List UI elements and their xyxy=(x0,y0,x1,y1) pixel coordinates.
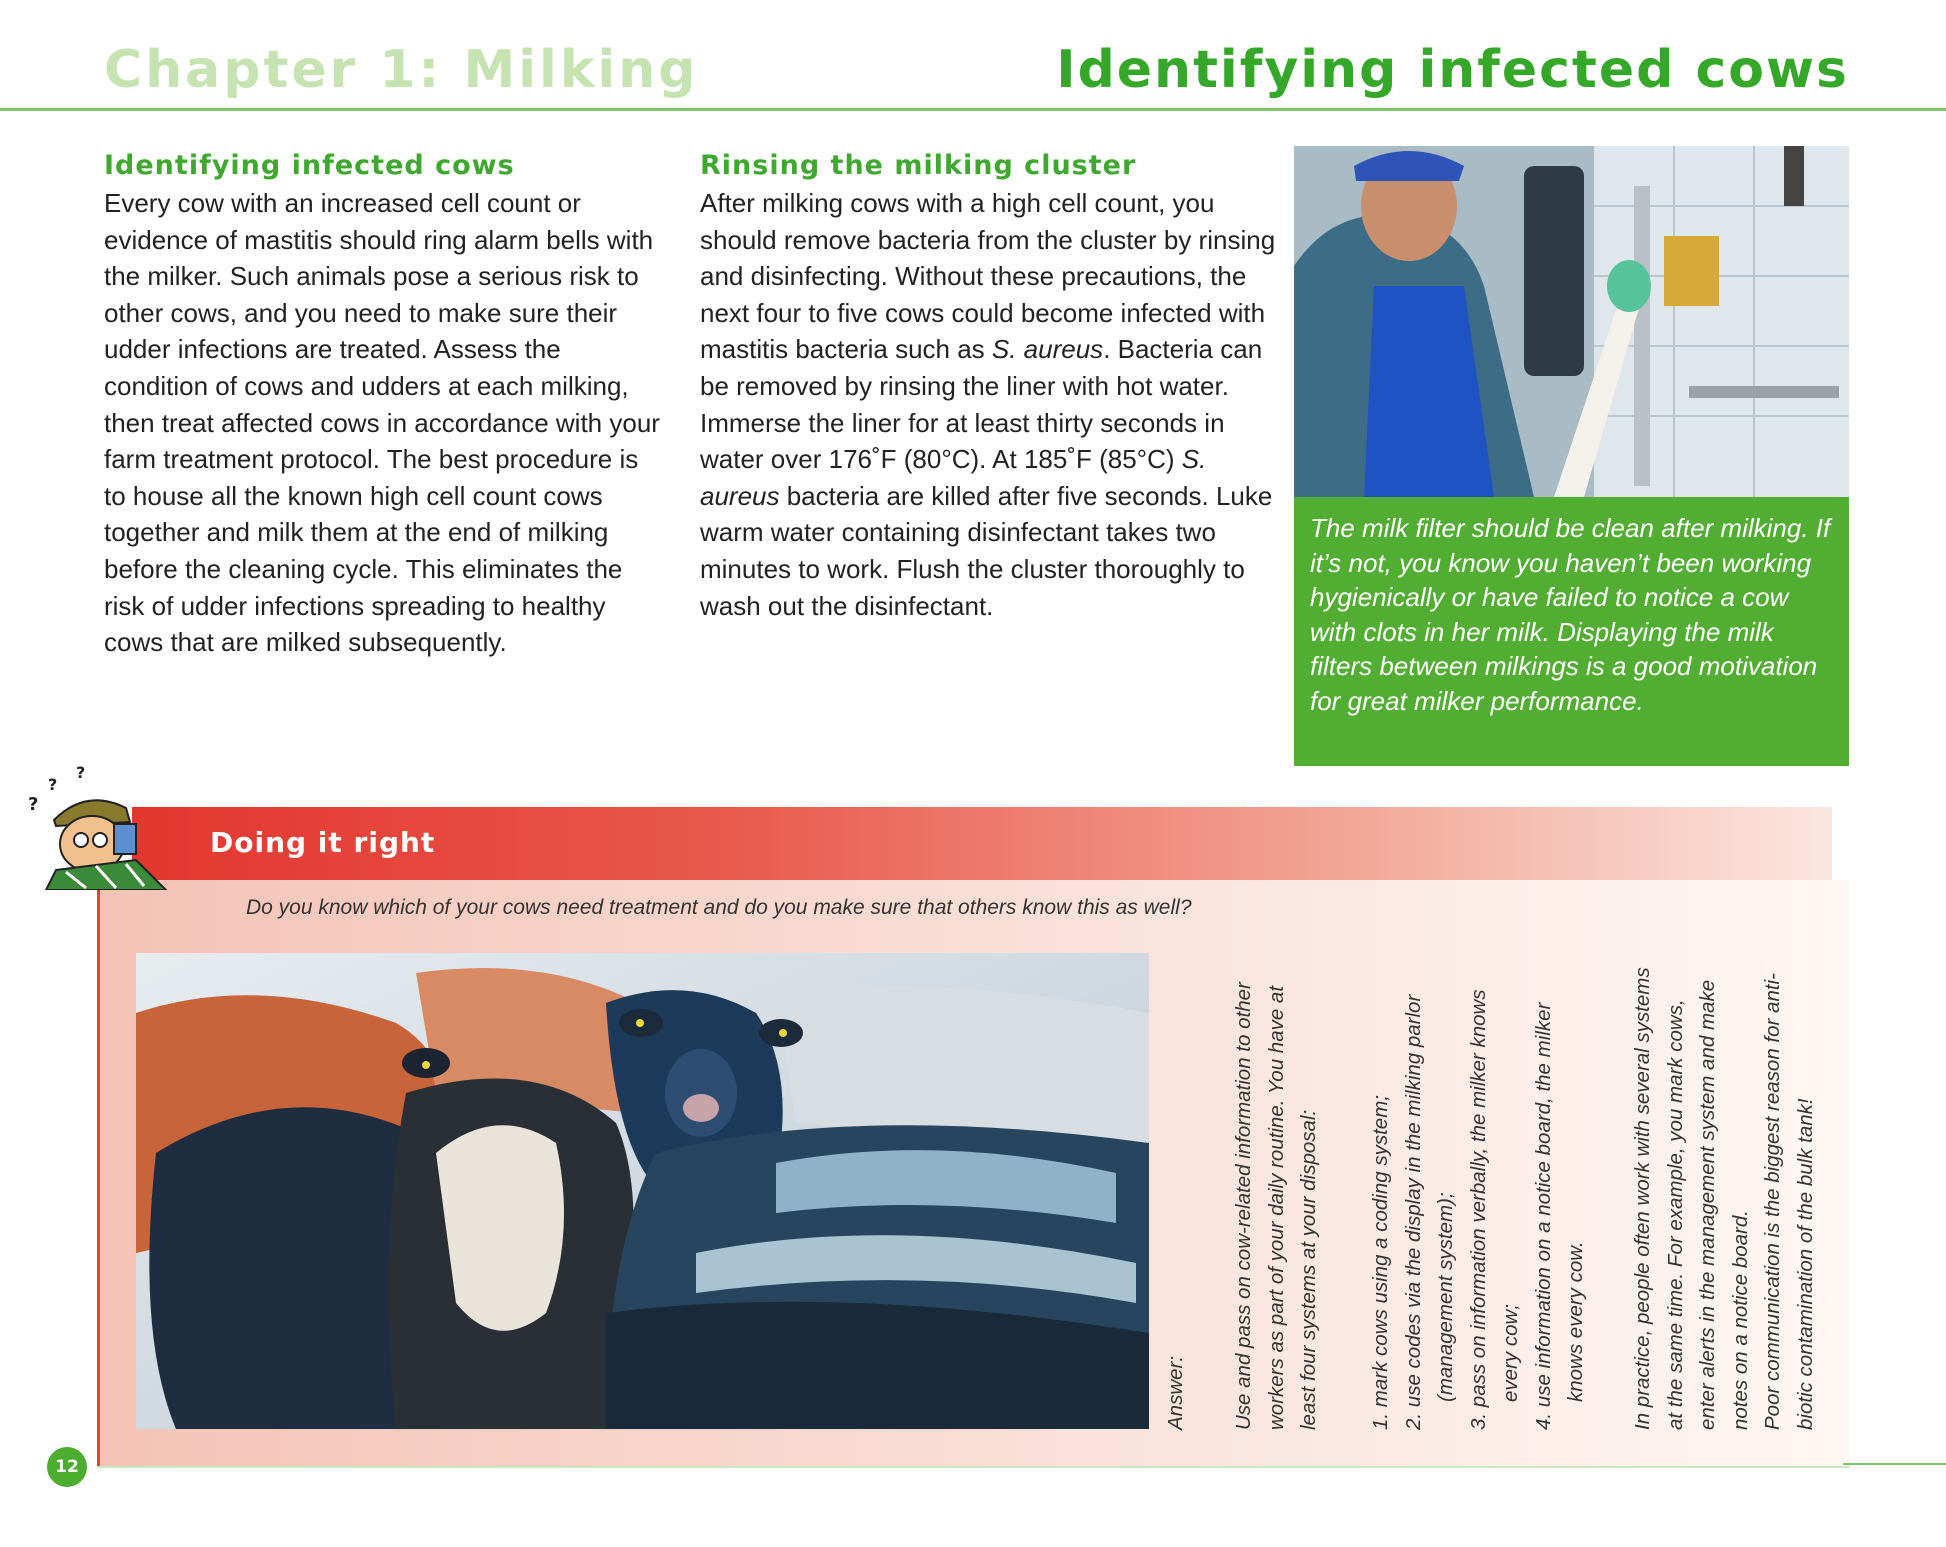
header-rule xyxy=(0,108,1946,111)
section-title: Identifying infected cows xyxy=(1056,40,1849,100)
rinsing-body: After milking cows with a high cell count, you should remove bacteria from the cluster by rinsing and disinfecting. Without these precautions, the next four to five cows could become infected with mastitis bacteria such as S. aureus. Bacteria can be removed by rinsing the liner with hot water. Immerse the liner for at least thirty seconds in water over 176˚F (80°C). At 185˚F (85°C) S. aureus bacteria are killed after five seconds. Luke warm water containing disinfectant takes two minutes to work. Flush the cluster thoroughly to wash out the disinfectant. xyxy=(700,188,1276,621)
footer-rule xyxy=(97,1466,1850,1468)
doing-it-right-question: Do you know which of your cows need treatment and do you make sure that others know this as well? xyxy=(246,896,1192,919)
svg-text:?: ? xyxy=(28,794,39,815)
svg-text:?: ? xyxy=(76,763,86,782)
doing-it-right-title: Doing it right xyxy=(210,826,436,859)
column-rinsing xyxy=(700,150,1280,624)
photo-caption-text: The milk filter should be clean after milking. If it’s not, you know you haven’t been working hygienically or have failed to notice a cow with clots in her milk. Displaying the milk filters between milkings is a good motivation for great milker performance. xyxy=(1310,513,1831,716)
svg-text:?: ? xyxy=(48,775,58,794)
milker-photo xyxy=(1294,146,1849,497)
answer-label: Answer: xyxy=(1164,1355,1187,1430)
identifying-heading: Identifying infected cows xyxy=(104,150,515,181)
answer-intro: Use and pass on cow-related information to other workers as part of your daily routine. You have at least four systems at your disposal: xyxy=(1232,982,1320,1430)
identifying-body: Every cow with an increased cell count or evidence of mastitis should ring alarm bells with the milker. Such animals pose a serious risk to other cows, and you need to make sure their udder infections are treated. Assess the condition of cows and udders at each milking, then treat affected cows in accordance with your farm treatment protocol. The best procedure is to house all the known high cell count cows together and milk them at the end of milking before the cleaning cycle. This eliminates the risk of udder infections spreading to healthy cows that are milked subsequently. xyxy=(104,188,660,658)
column-identifying xyxy=(104,150,664,661)
rinsing-heading: Rinsing the milking cluster xyxy=(700,150,1137,181)
panel-left-rule xyxy=(97,855,100,1468)
answer-practice: In practice, people often work with several systems at the same time. For example, you mark cows, enter alerts in the management system and make notes on a notice board. Poor communication is the biggest reason for anti- biotic contamination of the bulk tank! xyxy=(1631,967,1817,1430)
answer-list: 1. mark cows using a coding system; 2. use codes via the display in the milking parlor (management system); 3. pass on information verbally, the milker knows every cow; 4. use information on a notice board, the milker knows every cow. xyxy=(1369,989,1587,1430)
photo-caption xyxy=(1294,497,1849,766)
farmer-mascot-icon xyxy=(26,760,176,890)
page-number: 12 xyxy=(47,1447,87,1487)
cows-painting xyxy=(136,953,1149,1429)
chapter-title: Chapter 1: Milking xyxy=(104,40,699,100)
footer-rule-right xyxy=(1843,1463,1946,1465)
